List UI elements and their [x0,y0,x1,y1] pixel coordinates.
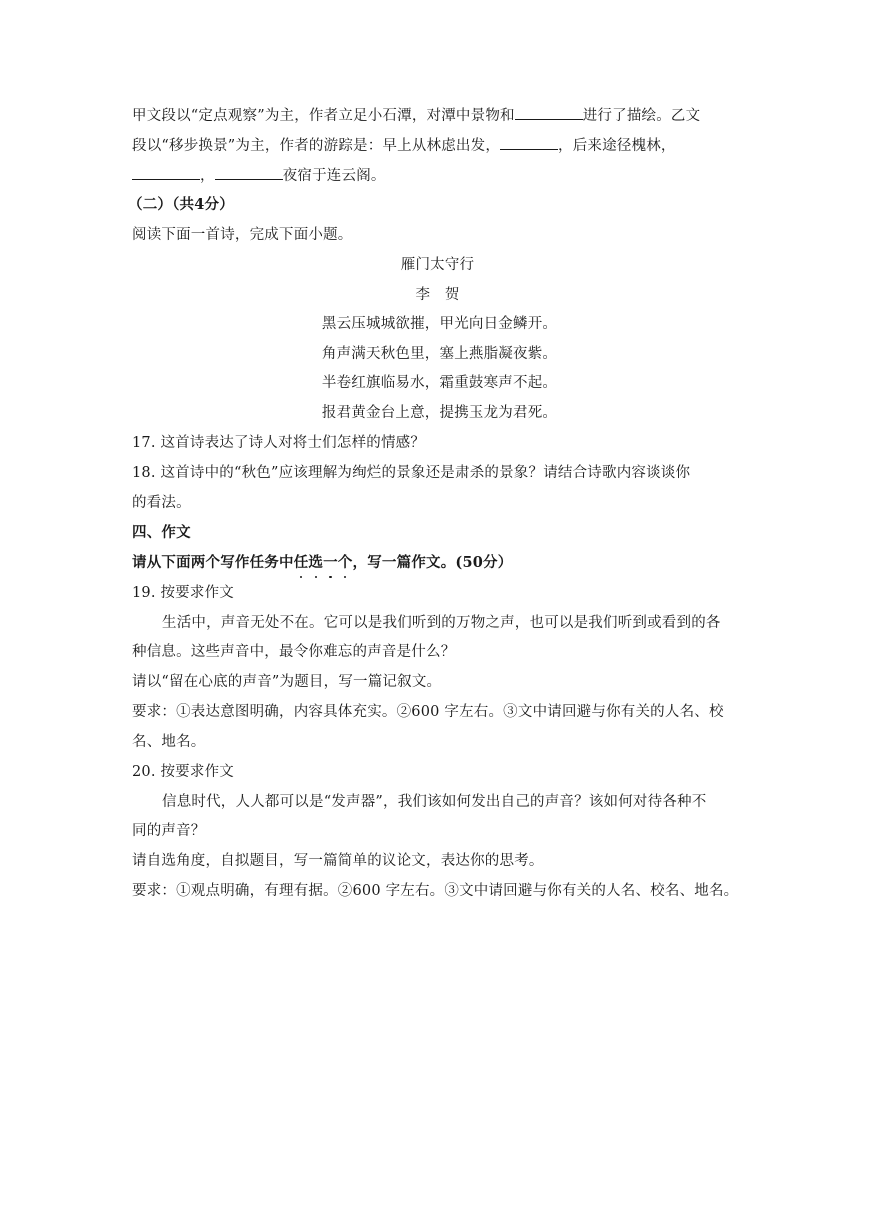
answer-blank[interactable] [215,165,283,180]
q19-requirements-line-2: 名、地名。 [132,734,206,750]
intro-line-1 [132,105,742,126]
q20-paragraph-line-1: 信息时代，人人都可以是“发声器”，我们该如何发出自己的声音？该如何对待各种不 [162,794,707,810]
question-20-title: 20. 按要求作文 [132,764,234,780]
q20-paragraph-line-2: 同的声音？ [132,823,206,839]
intro-line-3 [132,165,742,186]
intro-text: ，后来途径槐林， [558,138,676,154]
q19-prompt: 请以“留在心底的声音”为题目，写一篇记叙文。 [132,674,442,690]
question-18-line-2: 的看法。 [132,495,191,511]
intro-text: 进行了描绘。乙文 [582,108,701,124]
emphasis-dotted-text [294,553,353,573]
question-19-title: 19. 按要求作文 [132,585,234,601]
q20-prompt: 请自选角度，自拟题目，写一篇简单的议论文，表达你的思考。 [132,853,544,869]
dotted-char: 个 [337,554,353,571]
dotted-char: 选 [308,554,324,571]
intro-text: 夜宿于连云阁。 [282,168,386,184]
part2-heading: （二）（共4分） [128,196,234,213]
intro-text: 段以“移步换景”为主，作者的游踪是：早上从林虑出发， [132,138,501,154]
poem-line: 半卷红旗临易水，霜重鼓寒声不起。 [321,375,558,391]
part2-instruction: 阅读下面一首诗，完成下面小题。 [132,227,353,243]
intro-text: 甲文段以“定点观察”为主，作者立足小石潭，对潭中景物和 [132,108,515,124]
dotted-char: 一 [323,554,338,571]
intro-line-2 [132,135,742,156]
q19-paragraph-line-1: 生活中，声音无处不在。它可以是我们听到的万物之声，也可以是我们听到或看到的各 [162,615,721,631]
answer-blank[interactable] [500,135,558,150]
question-18-line-1: 18. 这首诗中的“秋色”应该理解为绚烂的景象还是肃杀的景象？请结合诗歌内容谈谈你 [132,465,691,481]
poem-line: 黑云压城城欲摧，甲光向日金鳞开。 [321,316,558,332]
poem-line: 角声满天秋色里，塞上燕脂凝夜紫。 [321,346,558,362]
answer-blank[interactable] [515,105,583,120]
dotted-char: 任 [293,554,309,571]
q19-paragraph-line-2: 种信息。这些声音中，最令你难忘的声音是什么？ [132,644,456,660]
q19-requirements-line-1: 要求：①表达意图明确，内容具体充实。②600 字左右。③文中请回避与你有关的人名、校 [132,704,724,720]
poem-line: 报君黄金台上意，提携玉龙为君死。 [321,405,558,421]
poem-title: 雁门太守行 [400,257,475,273]
part4-instruction [132,553,742,573]
q20-requirements: 要求：①观点明确，有理有据。②600 字左右。③文中请回避与你有关的人名、校名、地名。 [132,883,739,899]
question-17: 17. 这首诗表达了诗人对将士们怎样的情感？ [132,435,426,451]
poem-author: 李 贺 [415,287,460,303]
instruction-text: 请从下面两个写作任务中 [132,554,294,571]
part4-heading: 四、作文 [132,524,191,541]
answer-blank[interactable] [132,165,200,180]
intro-text: ， [200,168,215,184]
instruction-text: ，写一篇作文。(50分） [352,554,513,571]
